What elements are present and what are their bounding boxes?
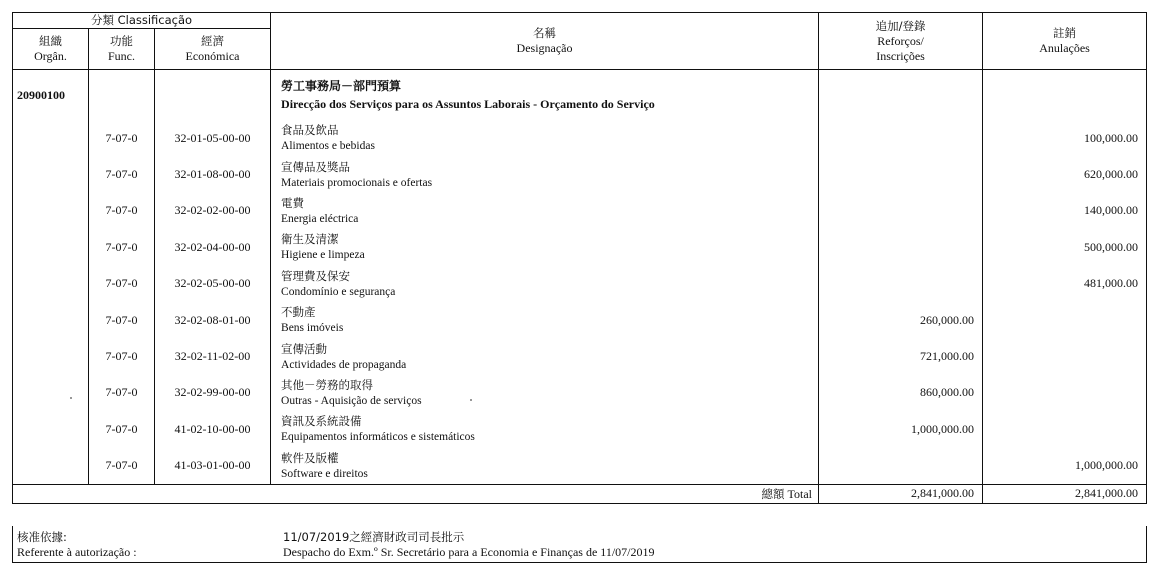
organ-cell (13, 375, 89, 411)
econ-header (155, 29, 271, 70)
item-designation (271, 411, 819, 447)
item-name-pt: Equipamentos informáticos e sistemáticos (281, 431, 475, 444)
authorization-box (12, 526, 1147, 563)
classification-header (13, 13, 271, 29)
econ-header-zh: 經濟 (201, 34, 225, 48)
func-code: 7-07-0 (89, 266, 155, 302)
reinforcement-amount: 721,000.00 (819, 338, 983, 374)
func-code: 7-07-0 (89, 156, 155, 192)
organ-header (13, 29, 89, 70)
classification-label: 分類 Classificação (90, 13, 193, 27)
annulments-header (983, 13, 1147, 70)
table-row (13, 302, 1147, 338)
header-row-1 (13, 13, 1147, 29)
total-row (13, 484, 1147, 503)
organ-name-pt: Direcção dos Serviços para os Assuntos Laborais - Orçamento do Serviço (281, 97, 655, 111)
econ-code: 32-02-08-01-00 (155, 302, 271, 338)
organ-designation (271, 70, 819, 121)
item-name-pt: Actividades de propaganda (281, 358, 407, 371)
table-row (13, 338, 1147, 374)
item-name-zh: 宣傳品及獎品 (281, 159, 351, 174)
item-name-pt: Software e direitos (281, 467, 368, 480)
econ-code: 32-02-04-00-00 (155, 229, 271, 265)
designation-header (271, 13, 819, 70)
reinforcement-amount (819, 120, 983, 156)
item-name-zh: 宣傳活動 (281, 341, 328, 356)
item-name-zh: 管理費及保安 (281, 268, 351, 283)
reinforcement-amount: 1,000,000.00 (819, 411, 983, 447)
total-label (13, 484, 819, 503)
annulment-amount: 140,000.00 (983, 193, 1147, 229)
item-name-pt: Materiais promocionais e ofertas (281, 176, 433, 189)
item-designation (271, 120, 819, 156)
organ-cell (13, 411, 89, 447)
organ-cell (13, 302, 89, 338)
organ-cell (13, 156, 89, 192)
organ-cell (13, 266, 89, 302)
reinforcements-header-zh: 追加/登錄 (875, 18, 926, 33)
econ-code: 41-03-01-00-00 (155, 448, 271, 485)
item-name-pt: Energia eléctrica (281, 212, 359, 225)
organ-reinforcement-cell (819, 70, 983, 121)
table-row (13, 156, 1147, 192)
item-designation (271, 229, 819, 265)
econ-code: 32-01-05-00-00 (155, 120, 271, 156)
table-row (13, 448, 1147, 485)
table-row (13, 229, 1147, 265)
func-code: 7-07-0 (89, 375, 155, 411)
item-name-zh: 軟件及版權 (281, 450, 339, 465)
annulment-amount (983, 411, 1147, 447)
reinforcement-amount (819, 156, 983, 192)
econ-code: 32-02-02-00-00 (155, 193, 271, 229)
scan-speck (70, 397, 72, 399)
annulment-amount: 620,000.00 (983, 156, 1147, 192)
organ-cell (13, 229, 89, 265)
item-designation (271, 266, 819, 302)
authorization-text-zh: 11/07/2019之經濟財政司司長批示 (283, 530, 465, 544)
reinforcement-amount (819, 193, 983, 229)
reinforcements-header-pt1: Reforços/ (877, 33, 924, 48)
item-designation (271, 302, 819, 338)
authorization-label (17, 530, 137, 560)
table-row (13, 375, 1147, 411)
table-row (13, 193, 1147, 229)
item-name-pt: Outras - Aquisição de serviços (281, 394, 422, 407)
organ-row (13, 70, 1147, 121)
func-code: 7-07-0 (89, 338, 155, 374)
annulments-header-zh: 註銷 (1053, 26, 1077, 40)
item-name-zh: 其他－勞務的取得 (281, 377, 374, 392)
item-name-zh: 電費 (281, 195, 305, 210)
func-code: 7-07-0 (89, 302, 155, 338)
reinforcement-amount (819, 448, 983, 485)
organ-cell (13, 120, 89, 156)
annulment-amount (983, 302, 1147, 338)
econ-code: 32-02-11-02-00 (155, 338, 271, 374)
designation-header-pt: Designação (516, 41, 573, 55)
organ-code: 20900100 (13, 70, 89, 121)
organ-cell (13, 193, 89, 229)
total-reinforcement: 2,841,000.00 (819, 484, 983, 503)
authorization-text (283, 530, 655, 560)
reinforcement-amount (819, 266, 983, 302)
annulment-amount: 1,000,000.00 (983, 448, 1147, 485)
func-code: 7-07-0 (89, 448, 155, 485)
annulment-amount: 100,000.00 (983, 120, 1147, 156)
budget-table (12, 12, 1147, 504)
reinforcement-amount: 260,000.00 (819, 302, 983, 338)
total-label-pt: Total (787, 486, 813, 501)
total-label-zh: 總額 (761, 486, 785, 501)
scan-speck (470, 399, 472, 401)
func-header (89, 29, 155, 70)
item-name-pt: Alimentos e bebidas (281, 140, 375, 153)
authorization-label-zh: 核准依據: (17, 530, 67, 544)
organ-annulment-cell (983, 70, 1147, 121)
authorization-label-pt: Referente à autorização : (17, 545, 137, 559)
econ-code: 41-02-10-00-00 (155, 411, 271, 447)
econ-code: 32-01-08-00-00 (155, 156, 271, 192)
organ-name-zh: 勞工事務局－部門預算 (281, 79, 402, 93)
item-name-zh: 衛生及清潔 (281, 232, 339, 247)
annulment-amount: 500,000.00 (983, 229, 1147, 265)
table-row (13, 120, 1147, 156)
total-annulment: 2,841,000.00 (983, 484, 1147, 503)
item-designation (271, 338, 819, 374)
item-designation (271, 193, 819, 229)
annulment-amount (983, 338, 1147, 374)
organ-cell (13, 338, 89, 374)
econ-code: 32-02-05-00-00 (155, 266, 271, 302)
item-name-pt: Bens imóveis (281, 322, 344, 335)
func-code: 7-07-0 (89, 229, 155, 265)
reinforcements-header-pt2: Inscrições (876, 48, 925, 63)
item-name-zh: 食品及飲品 (281, 123, 339, 138)
budget-document (12, 12, 1146, 562)
item-designation (271, 375, 819, 411)
func-header-zh: 功能 (110, 34, 133, 48)
table-row (13, 266, 1147, 302)
item-name-pt: Higiene e limpeza (281, 249, 365, 262)
item-name-pt: Condomínio e segurança (281, 285, 396, 298)
organ-header-pt: Orgân. (34, 49, 67, 63)
organ-cell (13, 448, 89, 485)
table-row (13, 411, 1147, 447)
econ-code: 32-02-99-00-00 (155, 375, 271, 411)
func-code: 7-07-0 (89, 193, 155, 229)
organ-econ-cell (155, 70, 271, 121)
reinforcements-header (819, 13, 983, 70)
organ-header-zh: 組織 (39, 34, 62, 48)
func-code: 7-07-0 (89, 411, 155, 447)
item-name-zh: 不動產 (281, 305, 316, 320)
organ-func-cell (89, 70, 155, 121)
item-name-zh: 資訊及系統設備 (281, 414, 362, 429)
annulments-header-pt: Anulações (1039, 41, 1090, 55)
annulment-amount: 481,000.00 (983, 266, 1147, 302)
econ-header-pt: Económica (185, 49, 240, 63)
authorization-text-pt: Despacho do Exm.º Sr. Secretário para a Economia e Finanças de 11/07/2019 (283, 545, 655, 559)
item-designation (271, 448, 819, 485)
item-designation (271, 156, 819, 192)
func-code: 7-07-0 (89, 120, 155, 156)
reinforcement-amount: 860,000.00 (819, 375, 983, 411)
annulment-amount (983, 375, 1147, 411)
reinforcement-amount (819, 229, 983, 265)
designation-header-zh: 名稱 (533, 26, 557, 40)
func-header-pt: Func. (108, 49, 135, 63)
